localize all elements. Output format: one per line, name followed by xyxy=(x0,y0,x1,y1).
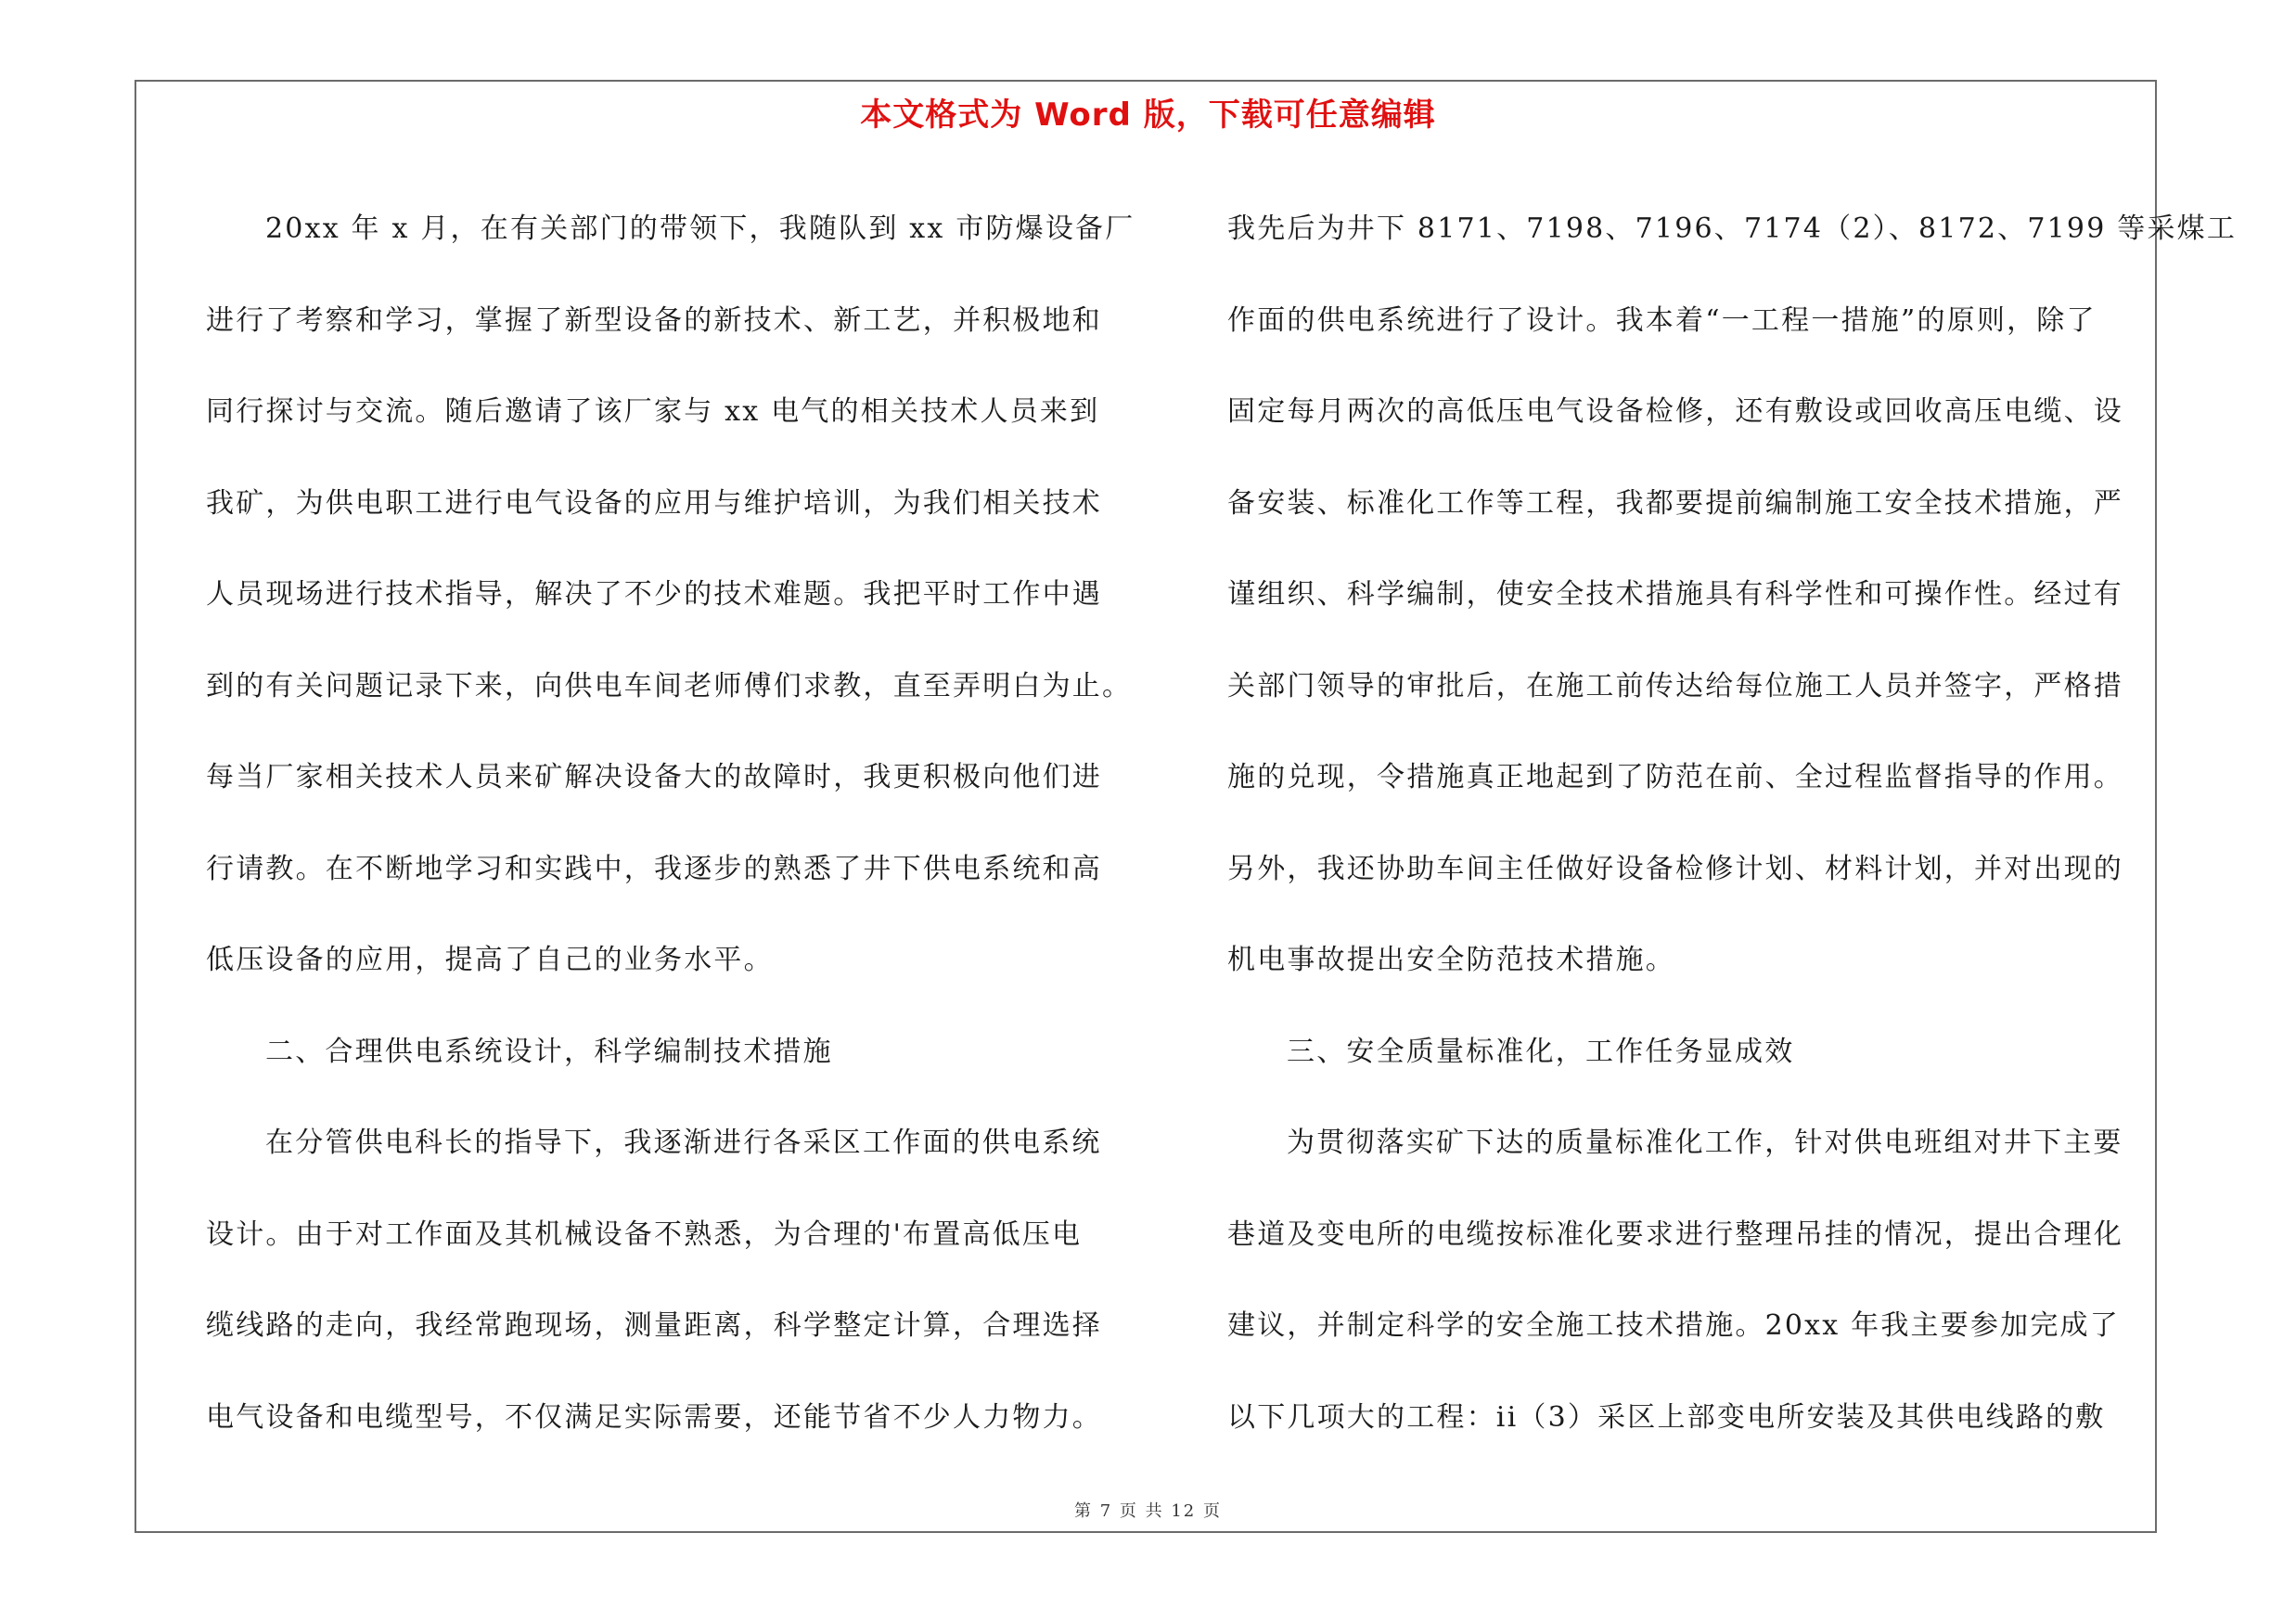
text-line: 关部门领导的审批后，在施工前传达给每位施工人员并签字，严格措 xyxy=(1227,669,2123,702)
right-column xyxy=(1227,184,2238,1463)
text-line: 作面的供电系统进行了设计。我本着“一工程一措施”的原则，除了 xyxy=(1227,303,2097,337)
text-line: 另外，我还协助车间主任做好设备检修计划、材料计划，并对出现的 xyxy=(1227,852,2123,885)
text-line: 以下几项大的工程：ii（3）采区上部变电所安装及其供电线路的敷 xyxy=(1227,1400,2106,1434)
text-line: 在分管供电科长的指导下，我逐渐进行各采区工作面的供电系统 xyxy=(265,1127,1102,1159)
text-line: 设计。由于对工作面及其机械设备不熟悉，为合理的'布置高低压电 xyxy=(206,1217,1083,1251)
text-line: 我矿，为供电职工进行电气设备的应用与维护培训，为我们相关技术 xyxy=(206,486,1102,520)
text-line: 备安装、标准化工作等工程，我都要提前编制施工安全技术措施，严 xyxy=(1227,486,2123,520)
text-line: 人员现场进行技术指导，解决了不少的技术难题。我把平时工作中遇 xyxy=(206,578,1102,611)
text-line: 同行探讨与交流。随后邀请了该厂家与 xx 电气的相关技术人员来到 xyxy=(206,395,1100,428)
text-line: 机电事故提出安全防范技术措施。 xyxy=(1227,944,1675,976)
left-column xyxy=(206,184,1134,1463)
text-line: 电气设备和电缆型号，不仅满足实际需要，还能节省不少人力物力。 xyxy=(206,1400,1102,1434)
text-line: 缆线路的走向，我经常跑现场，测量距离，科学整定计算，合理选择 xyxy=(206,1309,1102,1342)
text-line: 为贯彻落实矿下达的质量标准化工作，针对供电班组对井下主要 xyxy=(1287,1127,2123,1159)
text-line: 二、合理供电系统设计，科学编制技术措施 xyxy=(265,1035,833,1068)
text-line: 建议，并制定科学的安全施工技术措施。20xx 年我主要参加完成了 xyxy=(1227,1309,2120,1342)
text-line: 三、安全质量标准化，工作任务显成效 xyxy=(1287,1035,1795,1068)
text-line: 到的有关问题记录下来，向供电车间老师傅们求教，直至弄明白为止。 xyxy=(206,669,1133,702)
text-line: 施的兑现，令措施真正地起到了防范在前、全过程监督指导的作用。 xyxy=(1227,761,2123,793)
text-line: 固定每月两次的高低压电气设备检修，还有敷设或回收高压电缆、设 xyxy=(1227,395,2123,428)
text-line: 20xx 年 x 月，在有关部门的带领下，我随队到 xx 市防爆设备厂 xyxy=(265,213,1135,245)
text-line: 谨组织、科学编制，使安全技术措施具有科学性和可操作性。经过有 xyxy=(1227,578,2123,611)
text-line: 进行了考察和学习，掌握了新型设备的新技术、新工艺，并积极地和 xyxy=(206,303,1102,337)
text-line: 行请教。在不断地学习和实践中，我逐步的熟悉了井下供电系统和高 xyxy=(206,852,1102,885)
format-banner: 本文格式为 Word 版，下载可任意编辑 xyxy=(860,97,1436,134)
page-indicator: 第 7 页 共 12 页 xyxy=(1074,1501,1222,1521)
text-line: 低压设备的应用，提高了自己的业务水平。 xyxy=(206,944,774,976)
text-line: 每当厂家相关技术人员来矿解决设备大的故障时，我更积极向他们进 xyxy=(206,761,1102,793)
text-line: 巷道及变电所的电缆按标准化要求进行整理吊挂的情况，提出合理化 xyxy=(1227,1217,2123,1251)
text-line: 我先后为井下 8171、7198、7196、7174（2）、8172、7199 等采煤工 xyxy=(1227,213,2238,245)
